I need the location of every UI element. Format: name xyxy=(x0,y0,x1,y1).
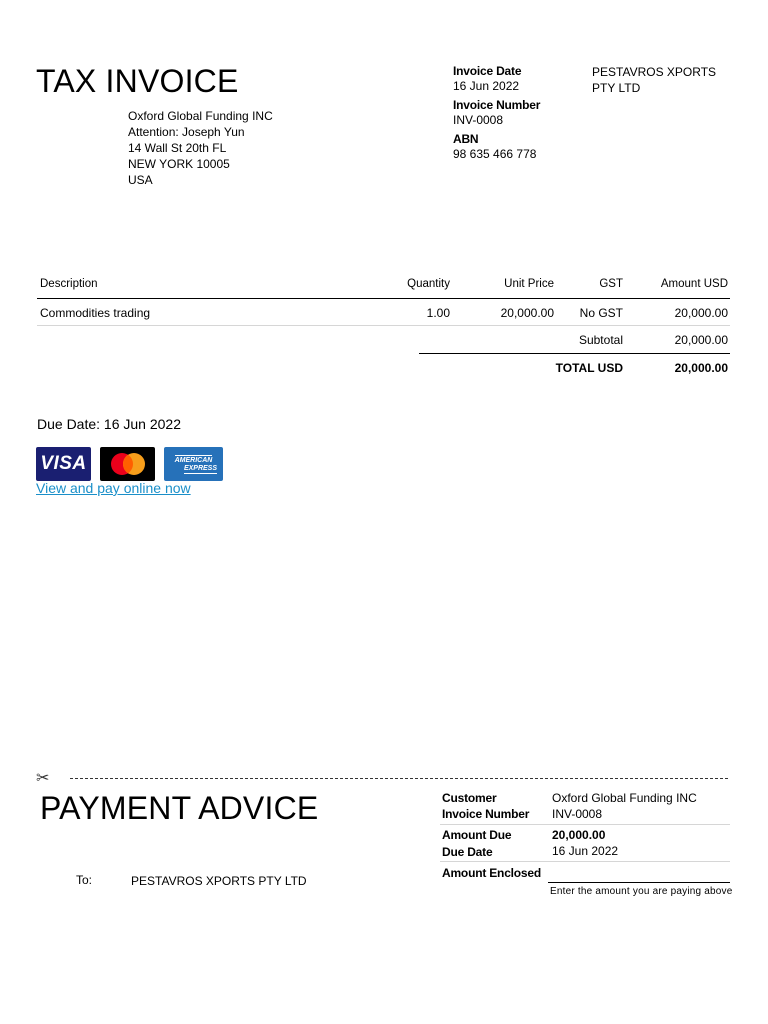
invoice-number: INV-0008 xyxy=(453,113,504,127)
amount-enclosed-hint: Enter the amount you are paying above xyxy=(550,886,733,897)
advice-due-date: 16 Jun 2022 xyxy=(552,844,619,858)
th-quantity: Quantity xyxy=(407,278,450,290)
payment-advice-title: PAYMENT ADVICE xyxy=(40,790,319,826)
mastercard-logo xyxy=(100,447,155,481)
cell-unit-price: 20,000.00 xyxy=(500,306,554,320)
bill-to-line: NEW YORK 10005 xyxy=(128,157,230,171)
cell-description: Commodities trading xyxy=(40,306,151,320)
advice-invoice-number-label: Invoice Number xyxy=(442,807,530,821)
visa-logo xyxy=(36,447,91,481)
amex-text-1: AMERICAN xyxy=(174,456,213,464)
bill-to-line: Oxford Global Funding INC xyxy=(128,109,273,123)
mastercard-icon xyxy=(106,450,150,478)
advice-invoice-number: INV-0008 xyxy=(552,807,603,821)
bill-to-address xyxy=(128,108,273,188)
bill-to-line: USA xyxy=(128,173,153,187)
advice-divider xyxy=(440,861,730,862)
amex-text-2: EXPRESS xyxy=(183,464,218,472)
invoice-date: 16 Jun 2022 xyxy=(453,79,520,93)
subtotal-label: Subtotal xyxy=(578,333,623,347)
cell-quantity: 1.00 xyxy=(426,306,450,320)
th-gst: GST xyxy=(599,278,623,290)
to-value: PESTAVROS XPORTS PTY LTD xyxy=(131,874,307,888)
row-divider xyxy=(37,325,730,326)
amount-enclosed-label: Amount Enclosed xyxy=(442,866,542,880)
invoice-date-label: Invoice Date xyxy=(453,64,522,78)
bill-to-line: Attention: Joseph Yun xyxy=(128,125,245,139)
advice-due-date-label: Due Date xyxy=(442,845,493,859)
total-value: 20,000.00 xyxy=(674,361,728,375)
to-label: To: xyxy=(76,873,93,887)
table-header-rule xyxy=(37,298,730,299)
invoice-title: TAX INVOICE xyxy=(36,63,239,99)
cell-amount: 20,000.00 xyxy=(674,306,728,320)
total-rule xyxy=(419,353,730,354)
cell-gst: No GST xyxy=(579,306,623,320)
customer-value: Oxford Global Funding INC xyxy=(552,791,697,805)
due-date: Due Date: 16 Jun 2022 xyxy=(37,416,181,432)
invoice-number-label: Invoice Number xyxy=(453,98,541,112)
bill-to-line: 14 Wall St 20th FL xyxy=(128,141,227,155)
amount-due-label: Amount Due xyxy=(442,828,512,842)
cut-line xyxy=(70,778,728,779)
amount-due-value: 20,000.00 xyxy=(552,828,606,842)
amex-logo xyxy=(164,447,223,481)
pay-online-link[interactable]: View and pay online now xyxy=(36,480,191,496)
seller-line: PTY LTD xyxy=(592,81,641,95)
th-unit-price: Unit Price xyxy=(504,278,554,290)
customer-label: Customer xyxy=(442,791,497,805)
abn-value: 98 635 466 778 xyxy=(453,147,537,161)
advice-divider xyxy=(440,824,730,825)
subtotal-value: 20,000.00 xyxy=(674,333,728,347)
visa-text: VISA xyxy=(40,453,87,474)
seller-line: PESTAVROS XPORTS xyxy=(592,65,717,79)
abn-label: ABN xyxy=(453,132,479,146)
th-amount: Amount USD xyxy=(660,278,728,290)
th-description: Description xyxy=(40,278,98,290)
invoice-meta xyxy=(453,64,540,162)
seller-name xyxy=(592,64,716,96)
amount-enclosed-field[interactable] xyxy=(548,882,730,883)
scissors-icon: ✂ xyxy=(36,770,50,787)
total-label: TOTAL USD xyxy=(555,361,623,375)
